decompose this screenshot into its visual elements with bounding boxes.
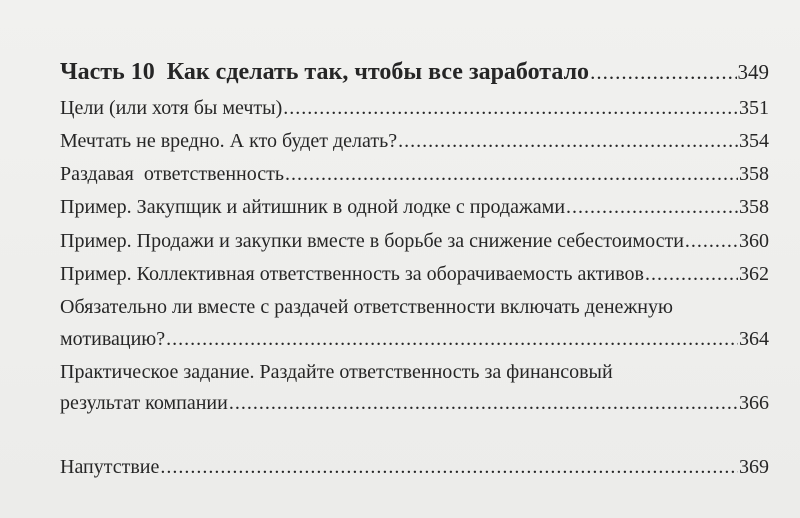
dot-leader [283, 96, 738, 120]
toc-entry-title: Пример. Продажи и закупки вместе в борьбе за снижение себестоимости [60, 230, 684, 252]
toc-entry-title: Пример. Коллективная ответственность за оборачиваемость активов [60, 263, 644, 285]
toc-entry [60, 96, 769, 120]
page-number: 360 [739, 230, 769, 252]
toc-entry-title: Мечтать не вредно. А кто будет делать? [60, 130, 398, 152]
dot-leader [285, 162, 738, 186]
dot-leader [398, 129, 738, 153]
dot-leader [229, 391, 738, 415]
toc-entry [60, 229, 769, 253]
dot-leader [645, 262, 738, 286]
dot-leader [685, 229, 738, 253]
page-number: 351 [739, 97, 769, 119]
toc-entry-first-line [60, 295, 769, 319]
page-number: 349 [737, 60, 769, 84]
toc-entry-title: Цели (или хотя бы мечты) [60, 97, 283, 119]
toc-entry-title: Пример. Закупщик и айтишник в одной лодке с продажами [60, 196, 566, 218]
dot-leader [160, 455, 738, 479]
page-number: 362 [739, 263, 769, 285]
toc-entry [60, 195, 769, 219]
toc-entry [60, 262, 769, 286]
toc-entry-title-line1: Практическое задание. Раздайте ответственность за финансовый [60, 361, 613, 383]
page-number: 354 [739, 130, 769, 152]
dot-leader [590, 58, 736, 86]
toc-entry-title-line2: результат компании [60, 392, 228, 414]
toc-entry-second-line [60, 391, 769, 415]
toc-entry-second-line [60, 327, 769, 351]
toc-entry [60, 455, 769, 479]
toc-entry [60, 129, 769, 153]
page-number: 364 [739, 328, 769, 350]
toc-entry-title-line2: мотивацию? [60, 328, 166, 350]
toc-entry [60, 162, 769, 186]
page-number: 369 [739, 456, 769, 478]
part-title: Как сделать так, чтобы все заработало [166, 59, 590, 85]
page-number: 358 [739, 163, 769, 185]
toc-entry-title: Раздавая ответственность [60, 163, 284, 185]
page-number: 366 [739, 392, 769, 414]
part-heading-text [60, 58, 589, 86]
part-label: Часть 10 [60, 59, 155, 85]
toc-part-heading [60, 58, 769, 86]
toc-entry-title: Напутствие [60, 456, 160, 478]
dot-leader [166, 327, 738, 351]
toc-entry-title-line1: Обязательно ли вместе с раздачей ответственности включать денежную [60, 296, 673, 318]
dot-leader [566, 195, 738, 219]
toc-entry-first-line [60, 360, 769, 384]
page-number: 358 [739, 196, 769, 218]
